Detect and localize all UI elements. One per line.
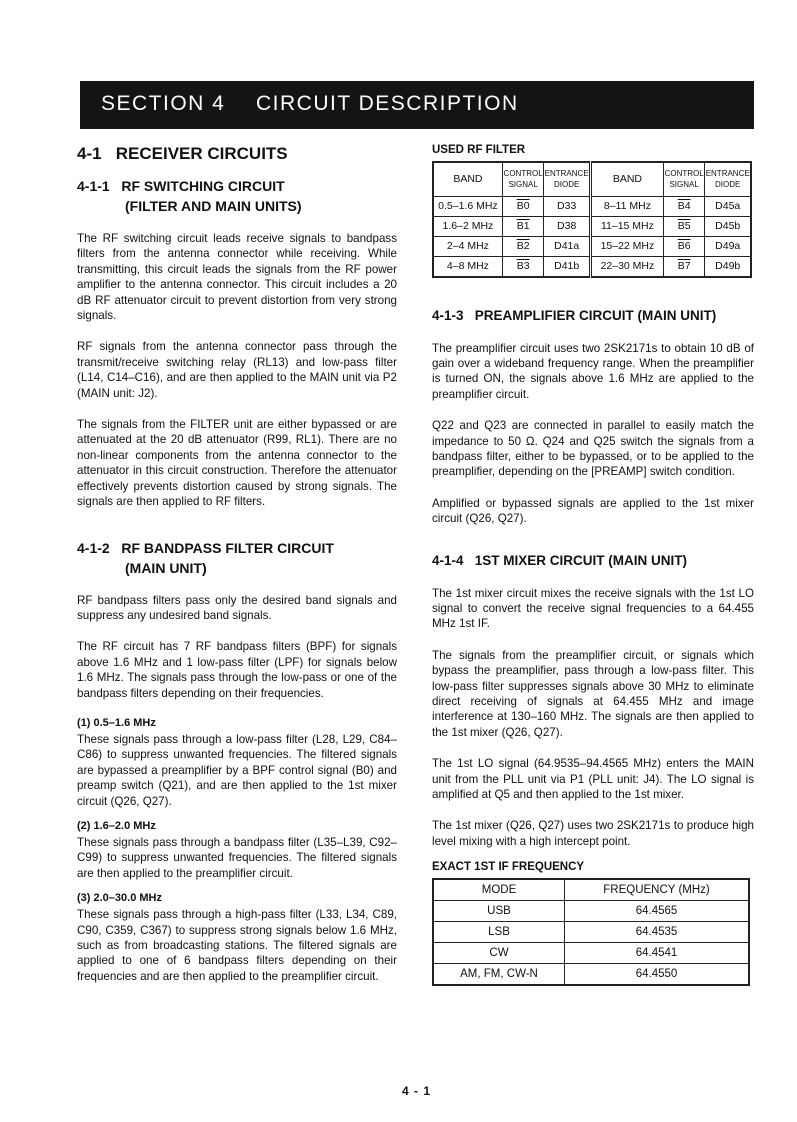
table-row: 1.6–2 MHz B1 D38 11–15 MHz B5 D45b bbox=[433, 216, 751, 236]
page-number: 4 - 1 bbox=[402, 1084, 432, 1098]
paragraph-preamp-2: Q22 and Q23 are connected in parallel to easily match the impedance to 50 Ω. Q24 and Q25 switch the signals from a bandpass filter, either to be bypassed, or to be applied to the preamplifier, depending on the [PREAMP] switch condition. bbox=[432, 419, 754, 479]
heading-rf-bandpass-line1: 4-1-2 RF BANDPASS FILTER CIRCUIT bbox=[77, 539, 334, 556]
table-row: USB 64.4565 bbox=[433, 901, 749, 922]
heading-rf-switching-line2: (FILTER AND MAIN UNITS) bbox=[125, 198, 302, 214]
paragraph-mixer-3: The 1st LO signal (64.9535–94.4565 MHz) enters the MAIN unit from the PLL unit via P1 (PLL unit: J4). The LO signal is amplified at Q5 and then applied to the 1st mixer. bbox=[432, 757, 754, 802]
heading-preamplifier: 4-1-3 PREAMPLIFIER CIRCUIT (MAIN UNIT) bbox=[432, 307, 717, 323]
paragraph-preamp-3: Amplified or bypassed signals are applied to the 1st mixer circuit (Q26, Q27). bbox=[432, 496, 754, 526]
heading-receiver-circuits: 4-1 RECEIVER CIRCUITS bbox=[77, 144, 288, 163]
header-mode: MODE bbox=[433, 879, 565, 901]
section-banner bbox=[80, 81, 754, 129]
paragraph-mixer-1: The 1st mixer circuit mixes the receive signals with the 1st LO signal to convert the receive signal frequencies to a 64.455 MHz 1st IF. bbox=[432, 586, 754, 631]
heading-rf-bandpass-line2: (MAIN UNIT) bbox=[125, 559, 207, 576]
paragraph-mixer-2: The signals from the preamplifier circuit, or signals which bypass the preamplifier, pass through a low-pass filter. This low-pass filter suppresses signals above 30 MHz to eliminate direct receiving of signals at 64.455 MHz and image interference at 130–160 MHz. The signals are then applied to the 1st mixer (Q26, Q27). bbox=[432, 648, 754, 739]
rf-filter-table bbox=[432, 161, 752, 278]
paragraph-0-5-1-6: These signals pass through a low-pass filter (L28, L29, C84–C86) to suppress unwanted frequencies. The filtered signals are bypassed a preamplifier by a BPF control signal (B0) and preamp switch (Q21), and are then applied to the 1st mixer circuit (Q26, Q27). bbox=[77, 732, 397, 808]
header-entrance-diode-2: ENTRANCE DIODE bbox=[705, 162, 751, 196]
paragraph-bandpass-2: The RF circuit has 7 RF bandpass filters (BPF) for signals above 1.6 MHz and 1 low-pass filter (LPF) for signals below 1.6 MHz. The signals pass through the low-pass or one of the bandpass filters depending on their frequencies. bbox=[77, 640, 397, 700]
heading-rf-bandpass bbox=[77, 538, 397, 578]
table-row: 2–4 MHz B2 D41a 15–22 MHz B6 D49a bbox=[433, 236, 751, 256]
header-band: BAND bbox=[433, 162, 502, 196]
paragraph-bandpass-1: RF bandpass filters pass only the desired band signals and suppress any undesired band signals. bbox=[77, 593, 397, 622]
header-control-signal-2: CONTROL SIGNAL bbox=[663, 162, 705, 196]
paragraph-preamp-1: The preamplifier circuit uses two 2SK2171s to obtain 10 dB of gain over a wideband frequency range. When the preamplifier is turned ON, the signals above 1.6 MHz are applied to the preamplifier circuit. bbox=[432, 341, 754, 401]
rf-filter-table-title: USED RF FILTER bbox=[432, 144, 526, 156]
table-row: 0.5–1.6 MHz B0 D33 8–11 MHz B4 D45a bbox=[433, 196, 751, 216]
header-control-signal: CONTROL SIGNAL bbox=[502, 162, 544, 196]
table-row: AM, FM, CW-N 64.4550 bbox=[433, 964, 749, 986]
paragraph-rf-switching-3: The signals from the FILTER unit are either bypassed or are attenuated at the 20 dB attenuator (R99, RL1). There are no non-linear components from the antenna connector to the attenuator in this circuit construction. Therefore the attenuator effectively prevents distortion caused by strong signals. The signals are then applied to RF filters. bbox=[77, 418, 397, 509]
paragraph-mixer-4: The 1st mixer (Q26, Q27) uses two 2SK2171s to produce high level mixing with a high intercept point. bbox=[432, 819, 754, 848]
heading-rf-switching-line1: 4-1-1 RF SWITCHING CIRCUIT bbox=[77, 178, 285, 194]
paragraph-rf-switching-2: RF signals from the antenna connector pass through the transmit/receive switching relay (RL13) and low-pass filter (L14, C14–C16), and are then applied to the MAIN unit via P2 (MAIN unit: J2). bbox=[77, 340, 397, 400]
header-band-2: BAND bbox=[590, 162, 663, 196]
header-entrance-diode: ENTRANCE DIODE bbox=[544, 162, 591, 196]
right-column bbox=[432, 144, 754, 986]
section-title: CIRCUIT DESCRIPTION bbox=[256, 92, 519, 115]
paragraph-2-0-30-0: These signals pass through a high-pass filter (L33, L34, C89, C90, C359, C367) to suppress strong signals below 1.6 MHz, such as from broadcasting stations. The filtered signals are applied to one of 6 bandpass filters depending on their frequencies and are then applied to the preamplifier circuit. bbox=[77, 908, 397, 983]
subheading-0-5-1-6: (1) 0.5–1.6 MHz bbox=[77, 716, 156, 729]
table-row: LSB 64.4535 bbox=[433, 922, 749, 943]
left-column bbox=[77, 144, 397, 995]
heading-rf-switching bbox=[77, 176, 397, 216]
if-frequency-table bbox=[432, 878, 750, 986]
table-row: 4–8 MHz B3 D41b 22–30 MHz B7 D49b bbox=[433, 256, 751, 277]
subheading-1-6-2-0: (2) 1.6–2.0 MHz bbox=[77, 819, 156, 832]
subheading-2-0-30-0: (3) 2.0–30.0 MHz bbox=[77, 892, 162, 905]
section-number: SECTION 4 bbox=[101, 92, 226, 115]
heading-1st-mixer: 4-1-4 1ST MIXER CIRCUIT (MAIN UNIT) bbox=[432, 552, 688, 568]
if-table-title: EXACT 1ST IF FREQUENCY bbox=[432, 861, 585, 874]
table-row: CW 64.4541 bbox=[433, 943, 749, 964]
paragraph-rf-switching-1: The RF switching circuit leads receive signals to bandpass filters from the antenna connector while receiving. While transmitting, this circuit leads the signals from the RF power amplifier to the antenna connector. This circuit includes a 20 dB RF attenuator circuit to prevent distortion from very strong signals. bbox=[77, 232, 397, 323]
paragraph-1-6-2-0: These signals pass through a bandpass filter (L35–L39, C92–C99) to suppress unwanted frequencies. The filtered signals are then applied to the preamplifier circuit. bbox=[77, 835, 397, 880]
header-frequency: FREQUENCY (MHz) bbox=[565, 879, 750, 901]
